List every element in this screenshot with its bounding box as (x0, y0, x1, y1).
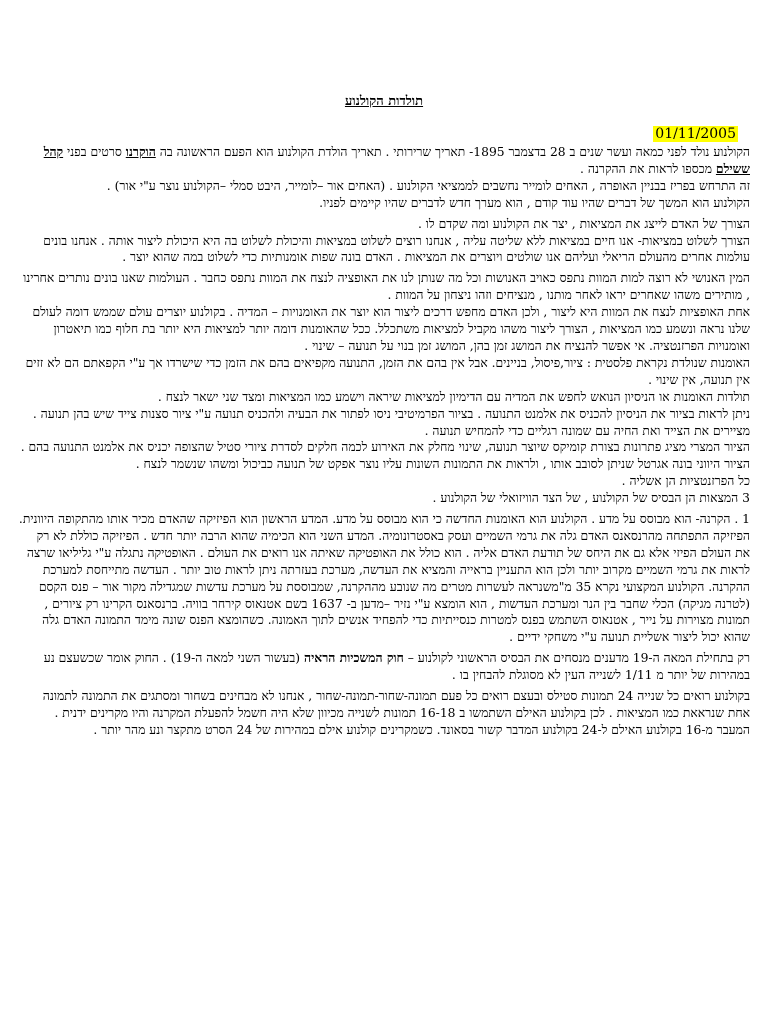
body-paragraph (18, 304, 750, 355)
document-title: תולדות הקולנוע (344, 94, 424, 109)
body-paragraph (18, 233, 750, 267)
paragraph-text: זה התרחש בפריז בבניין האופרה , האחים לומייר נחשבים לממציאי הקולנוע . (האחים אור –לומייר, היבט סמלי –הקולנוע נוצר ע"י אור) . (106, 178, 750, 193)
body-paragraph (18, 439, 750, 456)
paragraph-text: בקולנוע רואים כל שנייה 24 תמונות סטילס ובעצם רואים כל פעם תמונה-שחור-תמונה-שחור , אנחנו לא מבחינים בשחור ומסתגים את התמונה לתמונה אחת שנראאת כמו המציאות . לכן בקולנוע האילם השתמשו ב 16-18 תמונות לשנייה מכיוון שלא היה חשמל להפעלת המקרנה והיו מקרינים ידנית . (42, 689, 750, 720)
paragraph-text: הקולנוע הוא המשך של דברים שהיו עוד קודם , הוא מערך חדש לדברים שהיו קיימים לפניו. (319, 195, 750, 210)
paragraph-text: הקולנוע נולד לפני כמאה ועשר שנים ב 28 בדצמבר 1895- תאריך שרירותי . תאריך הולדת הקולנוע הוא הפעם הראשונה בה (155, 145, 750, 159)
body-paragraph (18, 650, 750, 684)
body-paragraph (18, 355, 750, 389)
body-paragraph (18, 270, 750, 304)
underlined-term: קהל ששילם (43, 144, 750, 176)
paragraph-text: 3 המצאות הן הבסיס של הקולנוע , של הצד הוויזואלי של הקולנוע . (432, 491, 750, 506)
paragraph-text: רק בתחילת המאה ה-19 מדענים מנסחים את הבסיס הראשוני לקולנוע – (403, 651, 750, 666)
body-paragraph (18, 511, 750, 646)
paragraph-text: המין האנושי לא רוצה למות המוות נתפס כאויב האנושות וכל מה שנותן לנו את האופציה לנצח את המוות נתפס כחבר . העולמות שאנו בונים נותרים אחרינו , מותירים משהו שאחרים יראו לאחר מותנו , מנציחים וזהו ניצחון על המוות . (23, 271, 750, 303)
body-paragraph (18, 490, 750, 507)
body-paragraph (18, 688, 750, 722)
paragraph-text: האומנות שנולדת נקראת פלסטית : ציור,פיסול, בניינים. אבל אין בהם את הזמן, התנועה מקפיאים בהם את הזמן כדי שישרדו אך ע"י הקפאתם הם לא זזים אין תנועה, אין שינוי . (25, 355, 750, 387)
bold-term: חוק המשכיות הראיה (304, 650, 404, 666)
paragraph-text: 1 . הקרנה- הוא מבוסס על מדע . הקולנוע הוא האומנות החדשה כי הוא מבוסס על מדע. המדע הראשון הוא הפיזיקה שהאדם מכיר אותו מהתקופה היוונית. הפיזיקה התפתחה מהרנסאנס האדם גלה את גרמי השמיים ועסק באסטרונומיה. המדע השני הוא הכימיה שהוא הרבה יותר חדש . הפיזיקה כוללת לא רק את העולם הפיזי אלא גם את היחס של תודעת האדם אליה . הוא כולל את האופטיקה שאיתה אנו רואים את העולם . האופטיקה נתגלה ע"י גליליאו שרצה לראות את גרמי השמיים מקרוב יותר ולכן הוא התעניין בראייה והמציא את העדשה, מערכת בעזרתה ניתן לראות טוב יותר . העדשה מתייחסת למערכת ההקרנה. הקולנוע המקצועי נקרא 35 מ"משנראה לעשרות מטרים מה שנובע מההקרנה, שמבוססת על מערכת עדשות שמגדילה מקור אור – פנס הקסם (לטרנה מגיקה) הכלי שחבר בין הנר ומערכת העדשות , הוא הומצא ע"י נזיר –מדען ב- 1637 בשם אטנאוס קירחר בוויה. ברנסאנס הקרינו רק ציורים , תמונות מצוירות על נייר , אטנאוס השתמש בפנס למטרות כנסייתיות כדי להפחיד אנשים לתוך האמונה. כשהומצא הפנס שונה מימד התמונה האדם גלה שהוא יכול ליצור אשליית תנועה ע"י משחקי ידיים . (18, 512, 750, 645)
paragraph-text: הצורך של האדם לייצג את המציאות , יצר את הקולנוע ומה שקדם לו . (417, 216, 750, 231)
body-paragraph (18, 178, 750, 195)
body-paragraph (18, 216, 750, 233)
paragraph-text: תולדות האומנות או הניסיון הנואש לחפש את המדיה עם הדימיון למציאות שיראה וישמע כמו המציאות ומצד שני ישאר לנצח . (157, 389, 750, 404)
paragraph-text: כל הפרזנטציות הן אשליה . (621, 474, 750, 489)
document-body (18, 144, 750, 739)
body-paragraph (18, 456, 750, 473)
underlined-term: הוקרנו (125, 144, 156, 159)
body-paragraph (18, 389, 750, 406)
paragraph-text: הציור המצרי מציג פתרונות בצורת קומיקס שיוצר תנועה, שינוי מחלק את האירוע לכמה חלקים לסדרת ציורי סטיל שהצופה יכניס את אלמנט התנועה בהם . (20, 440, 750, 455)
body-paragraph (18, 195, 750, 212)
body-paragraph (18, 406, 750, 440)
paragraph-text: סרטים בפני (63, 145, 126, 159)
paragraph-text: ניתן לראות בציור את הניסיון להכניס את אלמנט התנועה . בציור הפרמיטיבי ניסו לפתור את הבעיה ולהכניס תנועה ע"י ציור סצנות צייד שיש בהן תנועה . מציירים את הצייד ואת החיה עם שמונה רגליים כדי להמחיש תנועה . (32, 406, 750, 438)
paragraph-text: הציור היווני בונה אגרטל שניתן לסובב אותו , ולראות את התמונות השונות עליו נוצר אפקט של תנועה כביכול ומשהו שנשמר לנצח . (135, 457, 750, 472)
paragraph-text: אחת האופציות לנצח את המוות היא ליצור , ולכן האדם מחפש דרכים ליצור הוא יוצר את האומנויות – המדיה . בקולנוע יוצרים עולם שממש דומה לעולם שלנו נראה ונשמע כמו המציאות , הצורך ליצור משהו מקביל למציאות משתכלל. ככל שהאומנות דומה יותר למציאות היא יותר בת חלוף כמו תיאטרון ואומנויות הפרזנטציה. אי אפשר להנציח את המושג זמן בהן, המושג זמן בנוי על תנועה – שינוי . (32, 305, 750, 353)
document-date: 01/11/2005 (655, 126, 736, 142)
paragraph-text: מכספו לראות את ההקרנה . (580, 161, 716, 176)
paragraph-text: (בעשור השני למאה ה-19) . החוק אומר שכשעצם נע במהירות של יותר מ 1/11 לשנייה העין לא מסוגלת להבחין בו . (43, 651, 750, 683)
paragraph-text: המעבר מ-16 בקולנוע האילם ל-24 בקולנוע המדבר קשור בסאונד. כשמקרינים קולנוע אילם במהירות של 24 הסרט מתקצר ונע מהר יותר . (93, 722, 750, 737)
paragraph-text: הצורך לשלוט במציאות- אנו חיים במציאות ללא שליטה עליה , אנחנו רוצים לשלוט במציאות והיכולת לשלוט בה היא היכולת ליצור אותה . אנחנו בונים עולמות אחרים מהעולם הריאלי ועליהם אנו שולטים ויוצרים את המציאות . האדם בונה שפות אומנותיות כדי לשלוט במה שהוא יוצר . (43, 233, 750, 265)
body-paragraph (18, 144, 750, 178)
body-paragraph (18, 722, 750, 739)
body-paragraph (18, 473, 750, 490)
